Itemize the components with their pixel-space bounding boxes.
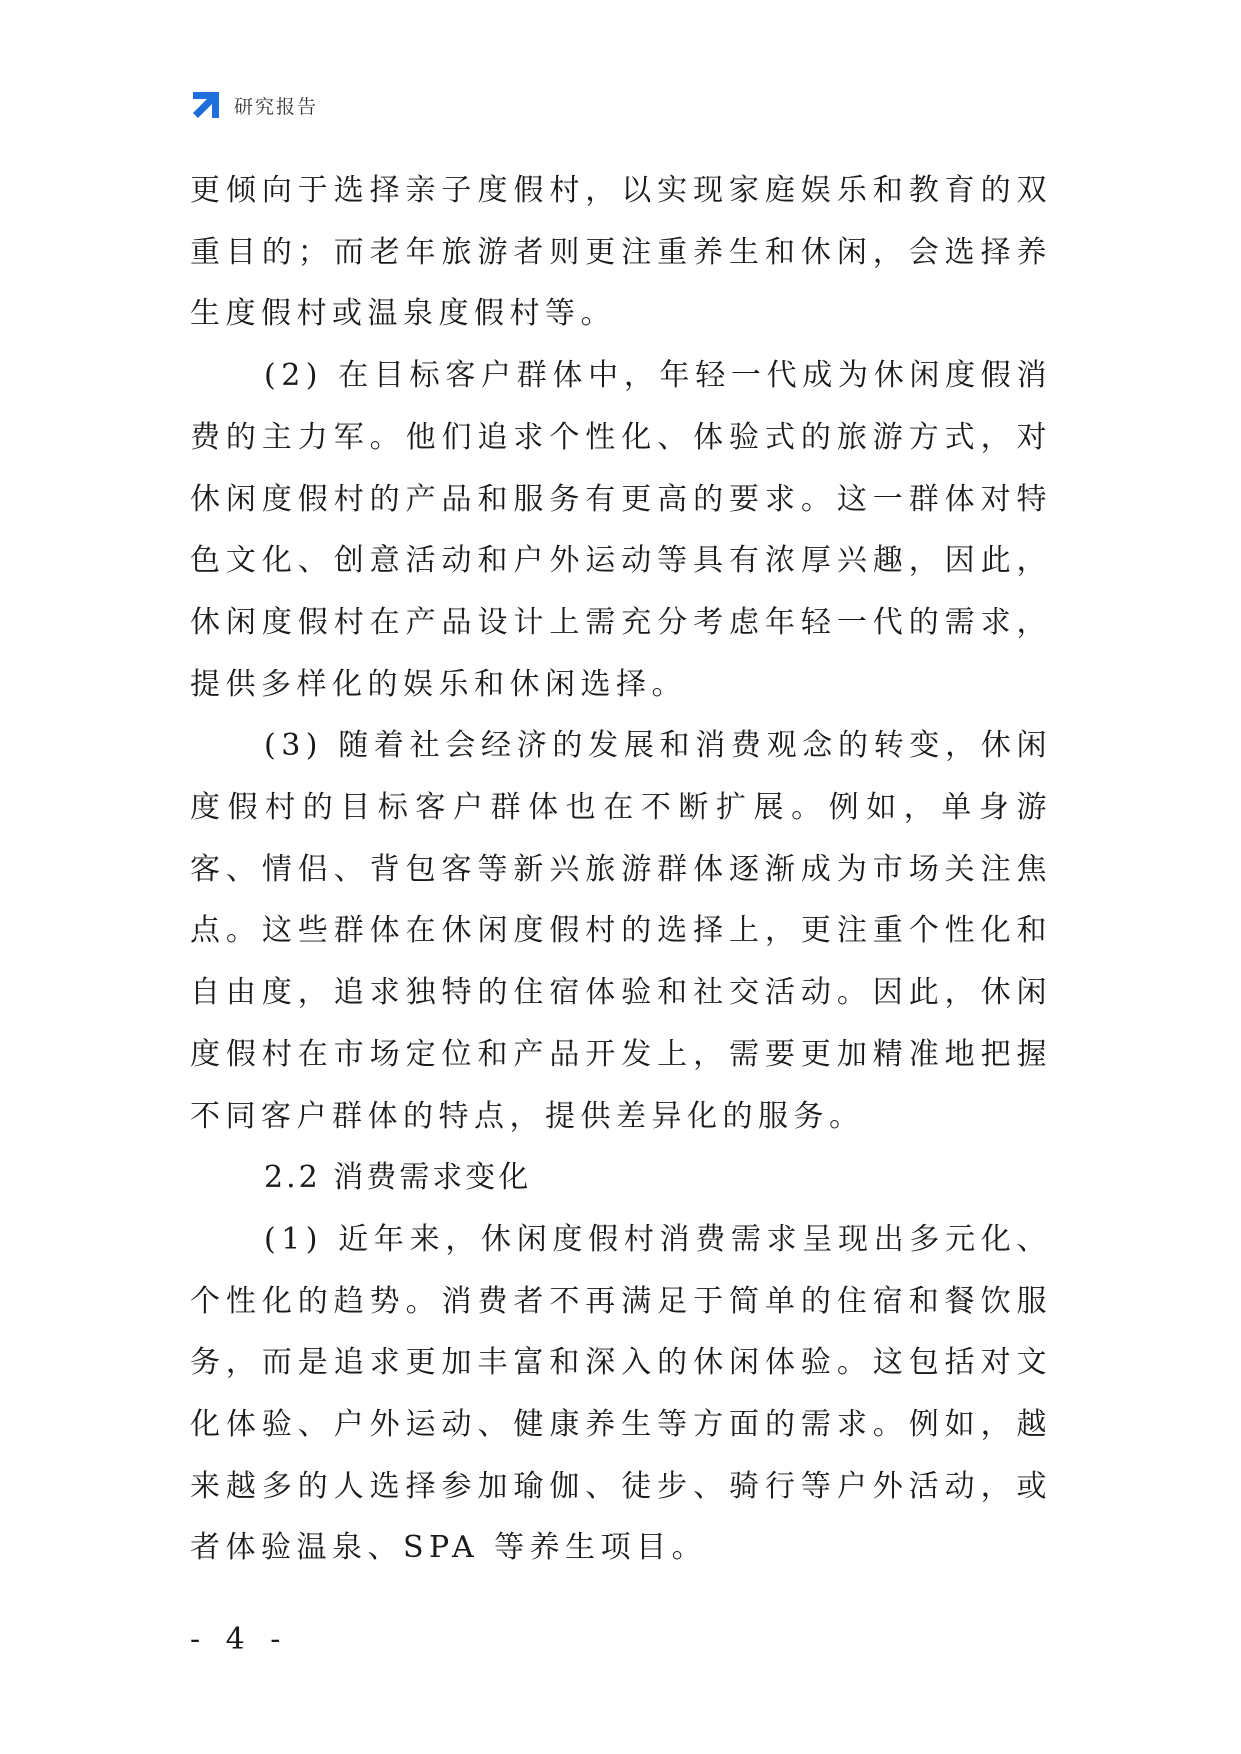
paragraph-item-2: (2) 在目标客户群体中，年轻一代成为休闲度假消费的主力军。他们追求个性化、体验式的旅游方式，对休闲度假村的产品和服务有更高的要求。这一群体对特色文化、创意活动和户外运动等具有浓厚兴趣，因此，休闲度假村在产品设计上需充分考虑年轻一代的需求，提供多样化的娱乐和休闲选择。 — [190, 358, 1052, 702]
paragraph-item-3: (3) 随着社会经济的发展和消费观念的转变，休闲度假村的目标客户群体也在不断扩展。例如，单身游客、情侣、背包客等新兴旅游群体逐渐成为市场关注焦点。这些群体在休闲度假村的选择上，更注重个性化和自由度，追求独特的住宿体验和社交活动。因此，休闲度假村在市场定位和产品开发上，需要更加精准地把握不同客户群体的特点，提供差异化的服务。 — [190, 728, 1052, 1134]
section-heading: 2.2 消费需求变化 — [264, 1160, 532, 1196]
paragraph-continuation: 更倾向于选择亲子度假村，以实现家庭娱乐和教育的双重目的；而老年旅游者则更注重养生和休闲，会选择养生度假村或温泉度假村等。 — [190, 173, 1052, 332]
document-body — [190, 160, 1052, 1579]
page-number: - 4 - — [190, 1622, 289, 1657]
logo-arrow-icon — [190, 89, 222, 121]
paragraph-section-item-1: (1) 近年来，休闲度假村消费需求呈现出多元化、个性化的趋势。消费者不再满足于简单的住宿和餐饮服务，而是追求更加丰富和深入的休闲体验。这包括对文化体验、户外运动、健康养生等方面的需求。例如，越来越多的人选择参加瑜伽、徒步、骑行等户外活动，或者体验温泉、SPA 等养生项目。 — [190, 1221, 1052, 1566]
header-title: 研究报告 — [234, 95, 319, 118]
page-header — [190, 88, 318, 122]
